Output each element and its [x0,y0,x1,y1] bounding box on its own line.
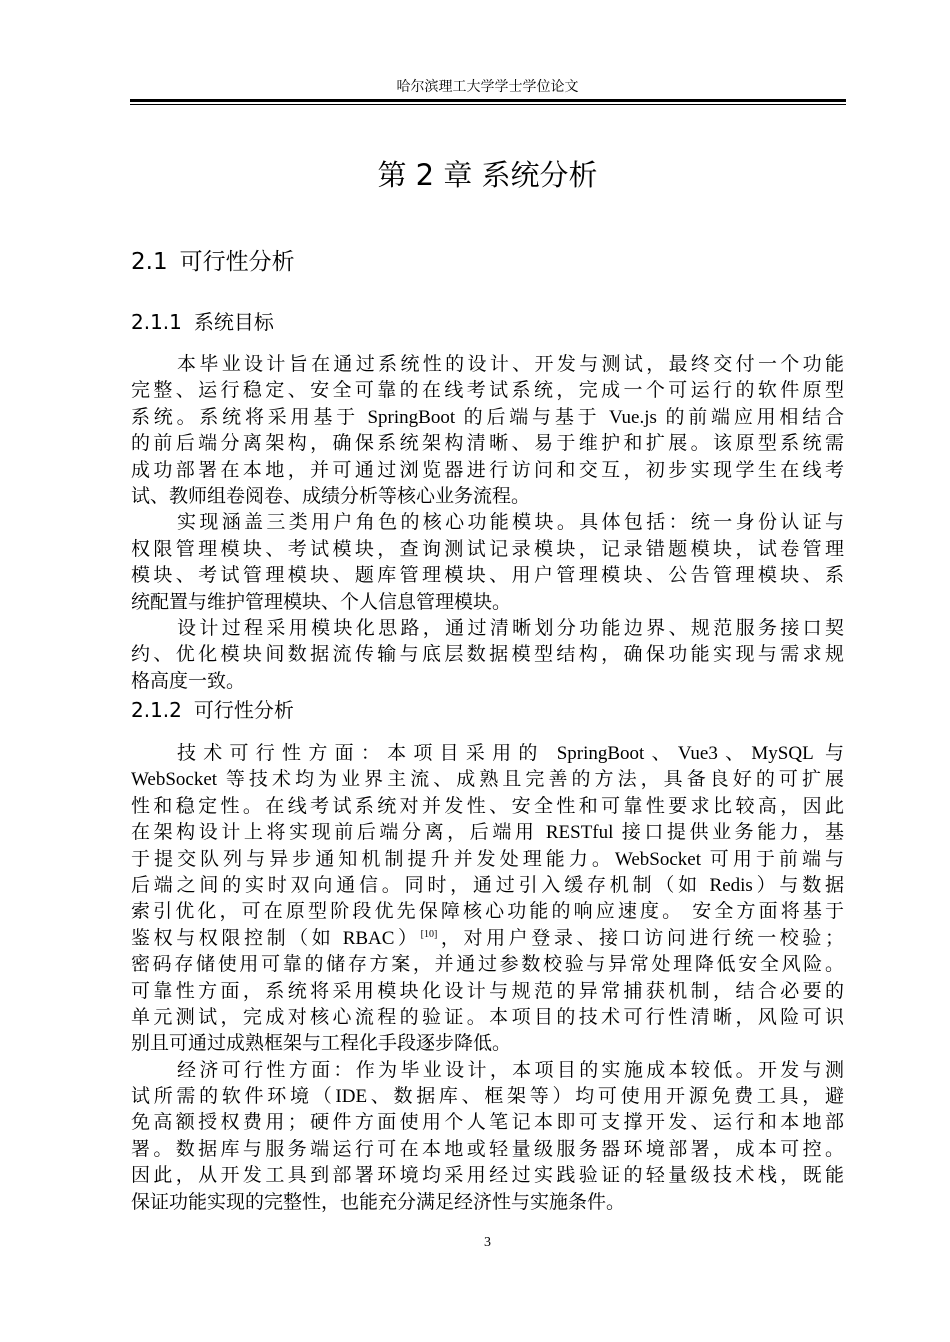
text-line: 成功部署在本地，并可通过浏览器进行访问和交互，初步实现学生在线考 [131,459,844,481]
text-line: 单元测试，完成对核心流程的验证。本项目的技术可行性清晰，风险可识 [131,1006,844,1028]
text-line: 后端之间的实时双向通信。同时，通过引入缓存机制（如 Redis）与数据 [131,874,844,896]
text-line: 统配置与维护管理模块、个人信息管理模块。 [131,591,512,613]
subsection-number: 2.1.1 [131,310,182,334]
body-text-2-1-1 [131,352,844,695]
text-line: 试所需的软件环境（IDE、数据库、框架等）均可使用开源免费工具，避 [131,1086,844,1108]
text-line: 实现涵盖三类用户角色的核心功能模块。具体包括：统一身份认证与 [177,512,844,534]
text-line: 模块、考试管理模块、题库管理模块、用户管理模块、公告管理模块、系 [131,565,844,587]
body-text-2-1-2 [131,741,844,1216]
subsection-heading-2-1-2 [131,695,294,725]
text-segment: 鉴权与权限控制（如 RBAC） [131,927,421,949]
text-line: 约、优化模块间数据流传输与底层数据模型结构，确保功能实现与需求规 [131,644,844,666]
section-title: 可行性分析 [179,249,295,275]
text-line: 密码存储使用可靠的储存方案，并通过参数校验与异常处理降低安全风险。 [131,954,844,976]
subsection-heading-2-1-1 [131,307,274,337]
chapter-title: 第 2 章 系统分析 [377,158,598,192]
section-heading-2-1 [131,246,295,278]
text-line: 技术可行性方面：本项目采用的 SpringBoot、Vue3、MySQL 与 [177,743,844,764]
text-line: 可靠性方面，系统将采用模块化设计与规范的异常捕获机制，结合必要的 [131,980,844,1002]
text-line: 的前后端分离架构，确保系统架构清晰、易于维护和扩展。该原型系统需 [131,433,844,455]
text-line: 因此，从开发工具到部署环境均采用经过实践验证的轻量级技术栈，既能 [131,1165,844,1187]
text-line: 在架构设计上将实现前后端分离，后端用 RESTful 接口提供业务能力，基 [131,822,844,844]
text-segment: ，对用户登录、接口访问进行统一校验； [437,927,844,949]
subsection-number: 2.1.2 [131,698,182,722]
text-line: 试、教师组卷阅卷、成绩分析等核心业务流程。 [131,485,531,507]
text-line: 设计过程采用模块化思路，通过清晰划分功能边界、规范服务接口契 [177,617,844,639]
text-line: 系统。系统将采用基于 SpringBoot 的后端与基于 Vue.js 的前端应用相结合 [131,406,844,428]
citation-ref: [10] [420,928,438,940]
text-line: 权限管理模块、考试模块，查询测试记录模块，记录错题模块，试卷管理 [131,538,844,560]
text-line: 署。数据库与服务端运行可在本地或轻量级服务器环境部署，成本可控。 [131,1138,844,1160]
section-number: 2.1 [131,249,168,275]
text-line: 索引优化，可在原型阶段优先保障核心功能的响应速度。 安全方面将基于 [131,901,844,923]
text-line: 性和稳定性。在线考试系统对并发性、安全性和可靠性要求比较高，因此 [131,795,844,817]
subsection-title: 可行性分析 [193,698,294,722]
text-line: WebSocket 等技术均为业界主流、成熟且完善的方法，具备良好的可扩展 [131,769,844,791]
text-line-with-citation [131,926,844,952]
subsection-title: 系统目标 [193,310,274,334]
text-line: 经济可行性方面：作为毕业设计，本项目的实施成本较低。开发与测 [177,1059,844,1081]
text-line: 格高度一致。 [131,670,246,692]
page-number: 3 [484,1235,491,1250]
running-header: 哈尔滨理工大学学士学位论文 [396,79,579,95]
text-line: 完整、运行稳定、安全可靠的在线考试系统，完成一个可运行的软件原型 [131,380,844,402]
header-rule-thick [130,99,846,102]
text-line: 免高额授权费用；硬件方面使用个人笔记本即可支撑开发、运行和本地部 [131,1112,844,1134]
text-line: 本毕业设计旨在通过系统性的设计、开发与测试，最终交付一个功能 [177,354,844,375]
text-line: 保证功能实现的完整性，也能充分满足经济性与实施条件。 [131,1191,626,1213]
text-line: 于提交队列与异步通知机制提升并发处理能力。WebSocket 可用于前端与 [131,848,844,870]
header-rule-thin [130,104,846,105]
text-line: 别且可通过成熟框架与工程化手段逐步降低。 [131,1033,512,1055]
